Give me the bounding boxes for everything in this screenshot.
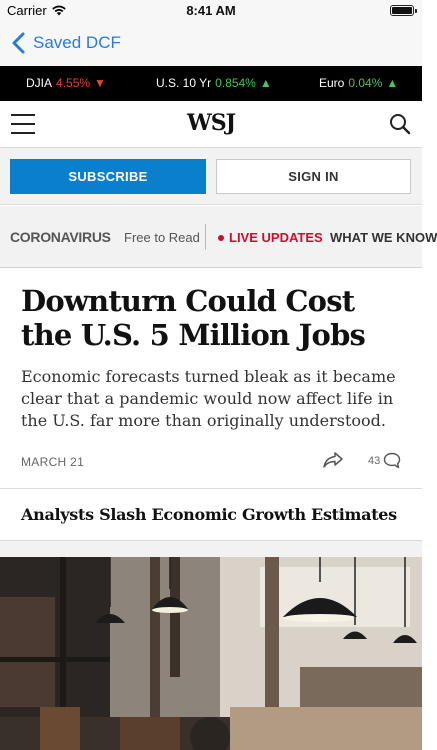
back-navigation-bar — [0, 22, 422, 66]
market-ticker[interactable] — [0, 66, 422, 101]
article-summary[interactable]: Economic forecasts turned bleak as it became clear that a pandemic would now affect life in the U.S. far more than originally understood. — [21, 367, 396, 430]
divider — [0, 488, 422, 489]
free-to-read-label: Free to Read — [124, 230, 200, 245]
up-arrow-icon: ▲ — [386, 76, 399, 90]
ticker-value: 4.55% — [56, 76, 91, 90]
article-date: MARCH 21 — [21, 455, 85, 469]
topic-strip[interactable] — [0, 206, 437, 268]
ticker-item-10yr[interactable] — [156, 76, 272, 90]
ticker-value: 0.04% — [348, 76, 383, 90]
back-button[interactable] — [12, 32, 121, 54]
chevron-left-icon — [12, 32, 25, 54]
status-bar — [0, 0, 422, 22]
comment-count: 43 — [368, 454, 381, 467]
ticker-item-djia[interactable] — [26, 76, 106, 90]
back-button-label: Saved DCF — [33, 33, 121, 52]
subscribe-button[interactable]: SUBSCRIBE — [10, 159, 206, 194]
related-article-link[interactable]: Analysts Slash Economic Growth Estimates — [21, 505, 397, 524]
down-arrow-icon: ▼ — [94, 76, 106, 90]
section-spacer — [0, 540, 422, 557]
article-headline[interactable]: Downturn Could Cost the U.S. 5 Million Jobs — [21, 284, 366, 352]
ticker-item-euro[interactable] — [319, 76, 398, 90]
subscription-bar — [0, 148, 422, 205]
live-dot-icon — [218, 235, 224, 241]
article-photo[interactable] — [0, 557, 422, 750]
sign-in-button[interactable]: SIGN IN — [216, 159, 411, 194]
carrier-label: Carrier — [7, 3, 47, 18]
up-arrow-icon: ▲ — [259, 76, 272, 90]
wsj-logo[interactable]: WSJ — [186, 110, 235, 136]
what-we-know-link[interactable]: WHAT WE KNOW — [330, 230, 437, 245]
topic-title[interactable]: CORONAVIRUS — [10, 229, 111, 245]
search-icon[interactable] — [389, 113, 411, 135]
topic-divider — [205, 224, 206, 250]
app-header — [0, 101, 422, 148]
ticker-name: DJIA — [26, 76, 53, 90]
status-time: 8:41 AM — [186, 3, 236, 18]
battery-icon — [390, 5, 414, 16]
live-updates-label: LIVE UPDATES — [229, 230, 323, 245]
ticker-name: U.S. 10 Yr — [156, 76, 212, 90]
live-updates-link[interactable] — [218, 230, 323, 245]
ticker-name: Euro — [319, 76, 345, 90]
comment-bubble-icon — [383, 452, 401, 469]
share-icon[interactable] — [322, 451, 344, 469]
ticker-value: 0.854% — [215, 76, 256, 90]
comments-button[interactable] — [368, 452, 401, 469]
